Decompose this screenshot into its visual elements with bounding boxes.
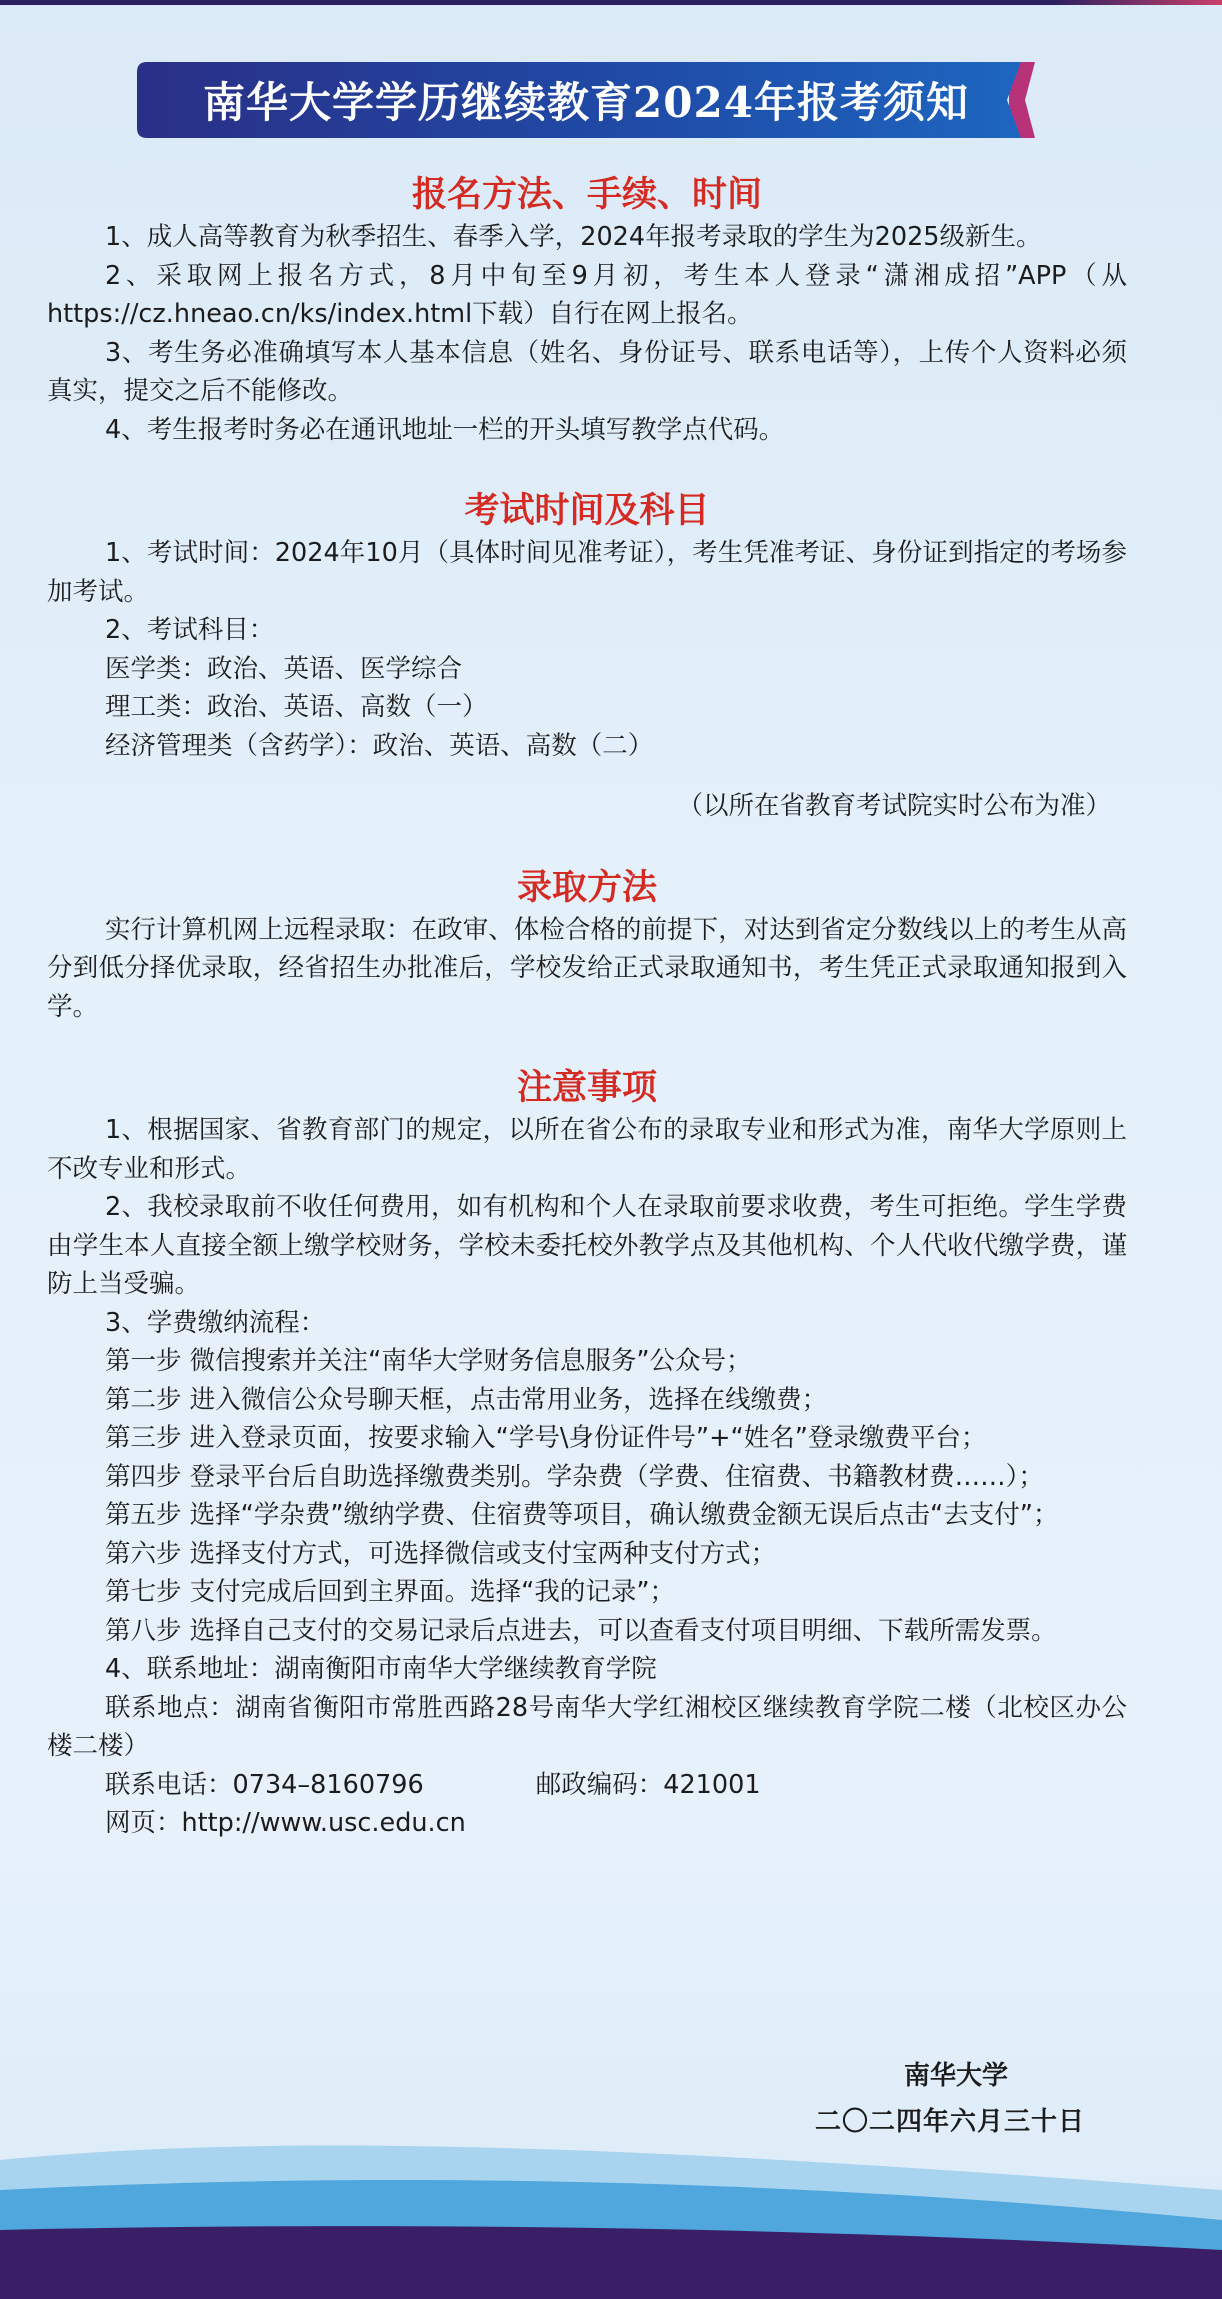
payment-step-3: 第三步 进入登录页面，按要求输入“学号\身份证件号”+“姓名”登录缴费平台； bbox=[105, 1423, 987, 1453]
signature-date: 二〇二四年六月三十日 bbox=[815, 2107, 1086, 2137]
contact-phone-line bbox=[47, 1766, 1127, 1805]
payment-step-1: 第一步 微信搜索并关注“南华大学财务信息服务”公众号； bbox=[105, 1346, 752, 1376]
payment-step-7: 第七步 支付完成后回到主界面。选择“我的记录”； bbox=[105, 1577, 676, 1607]
exam-item-1: 1、考试时间：2024年10月（具体时间见准考证），考生凭准考证、身份证到指定的考场参加考试。 bbox=[47, 538, 1127, 607]
contact-postcode: 邮政编码：421001 bbox=[535, 1769, 761, 1800]
payment-step-6: 第六步 选择支付方式，可选择微信或支付宝两种支付方式； bbox=[105, 1538, 777, 1569]
spacer bbox=[47, 765, 1127, 787]
spacer bbox=[47, 449, 1127, 488]
payment-step-8: 第八步 选择自己支付的交易记录后点进去，可以查看支付项目明细、下载所需发票。 bbox=[105, 1615, 1057, 1646]
registration-item-4: 4、考生报考时务必在通讯地址一栏的开头填写教学点代码。 bbox=[105, 414, 785, 445]
payment-step-5: 第五步 选择“学杂费”缴纳学费、住宿费等项目，确认缴费金额无误后点击“去支付”； bbox=[105, 1500, 1059, 1530]
section-title-exam: 考试时间及科目 bbox=[464, 491, 710, 531]
exam-note: （以所在省教育考试院实时公布为准） bbox=[677, 791, 1111, 821]
contact-address: 4、联系地址：湖南衡阳市南华大学继续教育学院 bbox=[105, 1654, 657, 1684]
registration-item-3: 3、考生务必准确填写本人基本信息（姓名、身份证号、联系电话等），上传个人资料必须真实，提交之后不能修改。 bbox=[47, 337, 1127, 406]
top-decoration bbox=[1052, 0, 1222, 5]
footer-wave bbox=[0, 2110, 1222, 2299]
section-title-registration: 报名方法、手续、时间 bbox=[411, 175, 762, 215]
payment-step-4: 第四步 登录平台后自助选择缴费类别。学杂费（学费、住宿费、书籍教材费……）； bbox=[105, 1461, 1044, 1492]
registration-item-2: 2、采取网上报名方式，8月中旬至9月初，考生本人登录“潇湘成招”APP（从https://cz.hneao.cn/ks/index.html下载）自行在网上报名。 bbox=[47, 260, 1127, 329]
spacer bbox=[47, 826, 1127, 865]
signature-name: 南华大学 bbox=[904, 2061, 1009, 2091]
registration-item-1: 1、成人高等教育为秋季招生、春季入学，2024年报考录取的学生为2025级新生。 bbox=[105, 222, 1042, 252]
spacer bbox=[47, 1026, 1127, 1065]
section-title-notes: 注意事项 bbox=[516, 1068, 657, 1108]
exam-subject-medical: 医学类：政治、英语、医学综合 bbox=[105, 653, 463, 684]
exam-subject-economics: 经济管理类（含药学）：政治、英语、高数（二） bbox=[105, 730, 654, 761]
notes-item-1: 1、根据国家、省教育部门的规定，以所在省公布的录取专业和形式为准，南华大学原则上不改专业和形式。 bbox=[47, 1115, 1127, 1184]
exam-item-2: 2、考试科目： bbox=[105, 615, 275, 645]
notes-item-2: 2、我校录取前不收任何费用，如有机构和个人在录取前要求收费，考生可拒绝。学生学费由学生本人直接全额上缴学校财务，学校未委托校外教学点及其他机构、个人代收代缴学费，谨防上当受骗。 bbox=[47, 1192, 1127, 1299]
top-border-strip bbox=[0, 0, 1222, 5]
exam-subject-engineering: 理工类：政治、英语、高数（一） bbox=[105, 692, 488, 722]
contact-website: 网页：http://www.usc.edu.cn bbox=[105, 1808, 466, 1838]
banner-title: 南华大学学历继续教育2024年报考须知 bbox=[203, 78, 969, 127]
section-title-admission: 录取方法 bbox=[516, 867, 657, 908]
contact-phone: 联系电话：0734–8160796 bbox=[105, 1769, 424, 1800]
contact-location: 联系地点：湖南省衡阳市常胜西路28号南华大学红湘校区继续教育学院二楼（北校区办公楼二楼） bbox=[47, 1692, 1127, 1761]
notice-content bbox=[47, 172, 1127, 1843]
notes-item-3: 3、学费缴纳流程： bbox=[105, 1307, 326, 1338]
payment-step-2: 第二步 进入微信公众号聊天框，点击常用业务，选择在线缴费； bbox=[105, 1384, 828, 1415]
title-banner bbox=[137, 62, 1035, 138]
admission-text: 实行计算机网上远程录取：在政审、体检合格的前提下，对达到省定分数线以上的考生从高分到低分择优录取，经省招生办批准后，学校发给正式录取通知书，考生凭正式录取通知报到入学。 bbox=[47, 914, 1127, 1022]
